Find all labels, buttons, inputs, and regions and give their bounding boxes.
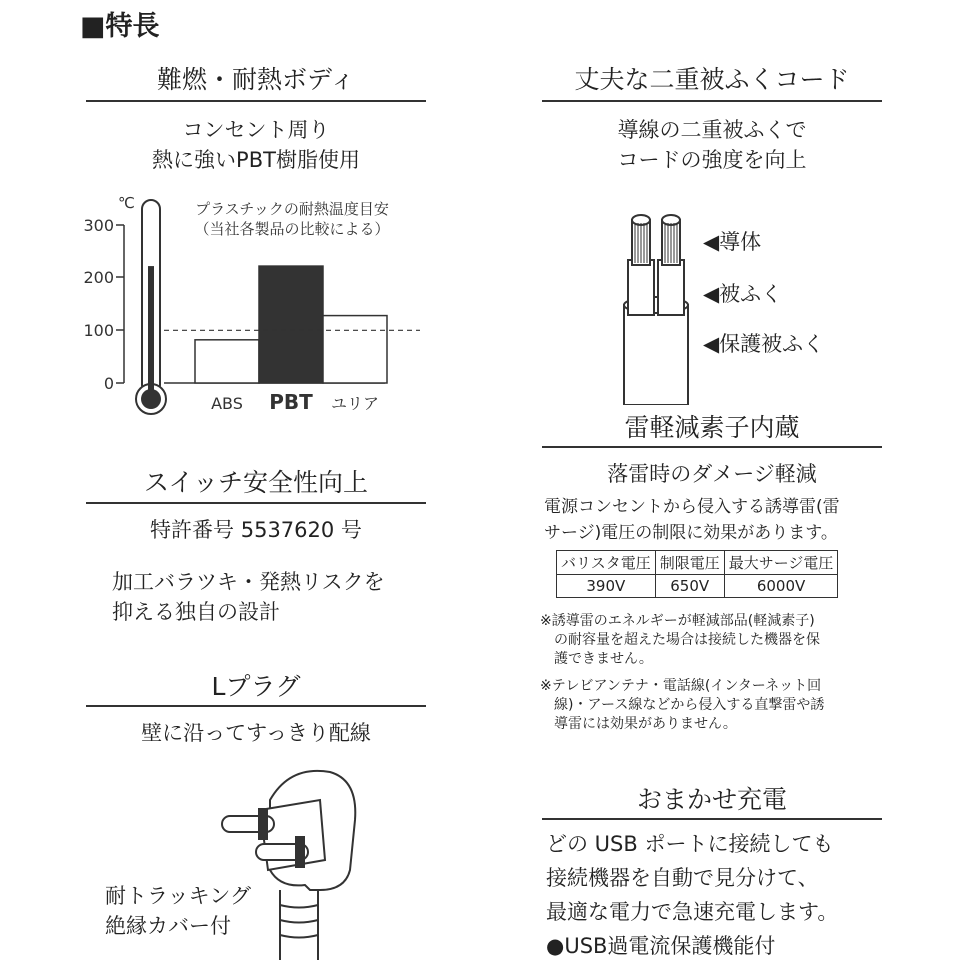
usb-overcurrent-feature: ●USB過電流保護機能付	[546, 934, 776, 958]
switch-desc-line1: 加工バラツキ・発熱リスクを	[112, 570, 385, 594]
note-line: の耐容量を超えた場合は接続した機器を保	[554, 632, 820, 648]
note-line: 導雷には効果がありません。	[554, 716, 737, 732]
note-line: ※テレビアンテナ・電話線(インターネット回	[540, 678, 822, 694]
table-row	[557, 575, 838, 598]
divider	[542, 818, 882, 820]
divider	[542, 446, 882, 448]
section-heading-l-plug: Lプラグ	[211, 672, 301, 701]
divider	[542, 100, 882, 102]
plug-label-line1: 耐トラッキング	[105, 884, 251, 908]
divider	[86, 502, 426, 504]
table-cell: 390V	[557, 575, 656, 598]
section-heading-flame-retardant: 難燃・耐熱ボディ	[156, 65, 355, 94]
chart-caption2: （当社各製品の比較による）	[194, 220, 390, 238]
cord-label-coating: ◀被ふく	[703, 282, 783, 306]
surge-spec-table	[556, 550, 838, 598]
surge-note-1	[540, 612, 820, 669]
thermometer-level	[148, 266, 154, 390]
chart-caption1: プラスチックの耐熱温度目安	[195, 200, 389, 218]
charge-line2: 接続機器を自動で見分けて、	[546, 866, 819, 890]
cord-label-conductor: ◀導体	[703, 230, 762, 254]
charge-line1: どの USB ポートに接続しても	[546, 832, 834, 856]
l-plug-sub: 壁に沿ってすっきり配線	[141, 721, 371, 745]
cord-line1: 導線の二重被ふくで	[617, 118, 807, 142]
table-header: 制限電圧	[655, 551, 724, 575]
tick-label: 300	[83, 216, 114, 235]
bar-0	[195, 340, 259, 383]
x-tick-label: ABS	[211, 394, 243, 413]
section-heading-cord: 丈夫な二重被ふくコード	[574, 65, 850, 94]
pbt-text: 熱に強いPBT樹脂使用	[152, 148, 360, 172]
switch-desc-line2: 抑える独自の設計	[112, 600, 280, 624]
note-line: 線)・アース線などから侵入する直撃雷や誘	[554, 697, 825, 713]
bar-1	[259, 266, 323, 383]
divider	[86, 100, 426, 102]
bar-2	[323, 316, 387, 383]
y-axis	[116, 225, 124, 383]
cord-line2: コードの強度を向上	[617, 148, 807, 172]
section-heading-switch-safety: スイッチ安全性向上	[143, 468, 368, 497]
chart-unit: ℃	[118, 194, 135, 212]
thermometer-icon	[136, 200, 166, 414]
tick-label: 0	[103, 374, 114, 393]
surge-sub: 落雷時のダメージ軽減	[607, 462, 817, 486]
note-line: 護できません。	[554, 651, 653, 667]
plug-label-line2: 絶縁カバー付	[105, 914, 231, 938]
cord-cross-section-icon	[610, 205, 710, 405]
tick-label: 200	[83, 268, 114, 287]
table-cell: 650V	[655, 575, 724, 598]
surge-desc-line2: サージ)電圧の制限に効果があります。	[544, 523, 838, 543]
x-tick-label: ユリア	[330, 394, 380, 413]
surge-desc-line1: 電源コンセントから侵入する誘導雷(雷	[544, 497, 840, 517]
note-line: ※誘導雷のエネルギーが軽減部品(軽減素子)	[540, 613, 815, 629]
table-header: 最大サージ電圧	[724, 551, 838, 575]
surge-note-2	[540, 677, 824, 734]
page-title: ■特長	[80, 11, 160, 42]
table-row	[557, 551, 838, 575]
patent-number: 特許番号 5537620 号	[150, 518, 362, 542]
section-heading-auto-charge: おまかせ充電	[636, 785, 787, 814]
tick-label: 100	[83, 321, 114, 340]
divider	[86, 705, 426, 707]
section-heading-surge: 雷軽減素子内蔵	[624, 413, 800, 442]
table-cell: 6000V	[724, 575, 838, 598]
heat-resistance-chart	[80, 188, 420, 428]
table-header: バリスタ電圧	[557, 551, 656, 575]
cord-label-protective: ◀保護被ふく	[703, 332, 825, 356]
x-tick-label: PBT	[269, 390, 313, 414]
outlet-text: コンセント周り	[182, 118, 330, 142]
charge-line3: 最適な電力で急速充電します。	[546, 900, 839, 924]
